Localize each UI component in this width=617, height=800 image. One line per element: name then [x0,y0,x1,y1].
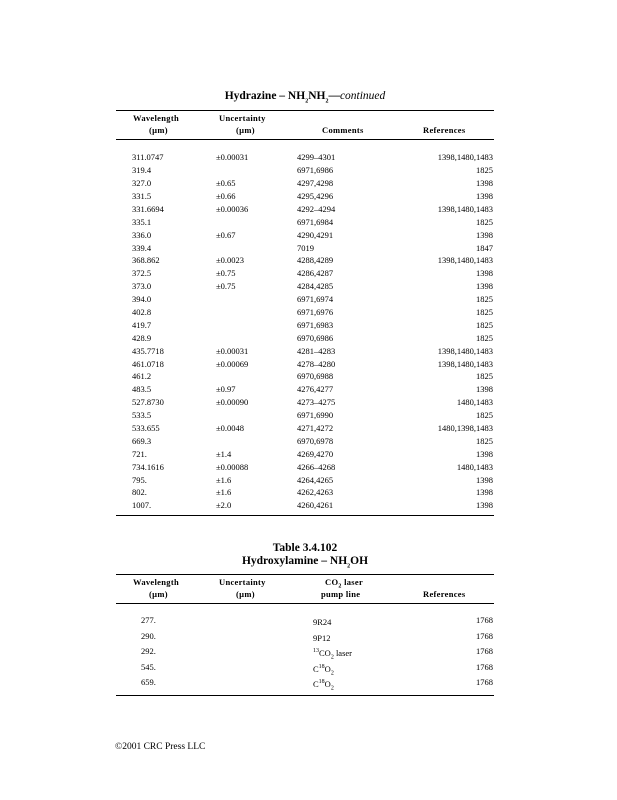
table-title [116,555,494,573]
references-cell: 1825 [476,371,493,382]
header-references: References [423,589,466,600]
pump-main: O [324,663,331,674]
wavelength-cell: 419.7 [132,319,152,330]
references-cell: 1398 [476,178,493,189]
pump-line-cell [313,676,334,695]
uncertainty-cell: ±0.0023 [216,255,245,266]
wavelength-cell: 795. [132,474,147,485]
table-row [116,383,494,396]
uncertainty-cell: ±0.67 [216,229,236,240]
table-row [116,254,494,267]
uncertainty-cell: ±0.0048 [216,423,245,433]
wavelength-cell: 721. [132,448,147,459]
comments-cell: 4284,4285 [297,281,334,292]
uncertainty-cell: ±0.00069 [216,358,249,369]
table-row [116,280,494,293]
table-row [116,630,494,646]
title-text: NH [308,90,326,102]
comments-cell: 4266–4268 [297,461,336,472]
header-comments: Comments [322,125,364,136]
wavelength-cell: 483.5 [132,384,152,395]
wavelength-cell: 545. [141,661,156,672]
comments-cell: 4299–4301 [297,152,336,163]
table-number: Table 3.4.102 [272,542,338,554]
references-cell: 1825 [476,435,493,446]
table-row [116,332,494,345]
references-cell: 1847 [476,242,493,253]
hydrazine-rows [116,140,494,515]
wavelength-cell: 331.5 [132,190,152,201]
pump-co2-text: CO [325,577,339,588]
uncertainty-cell: ±0.00036 [216,203,249,214]
table-row [116,345,494,358]
wavelength-cell: 292. [141,646,156,657]
table-row [116,203,494,216]
title-continued: continued [339,90,386,102]
wavelength-cell: 394.0 [132,294,152,305]
table-row [116,306,494,319]
table-row [116,614,494,630]
pump-main: CO [319,648,331,659]
comments-cell: 6971,6984 [297,216,334,227]
wavelength-cell: 368.862 [132,255,160,266]
uncertainty-cell: ±0.00031 [216,152,249,163]
title-text: Hydroxylamine – NH [241,555,348,567]
pump-superscript: 18 [318,663,325,670]
table-row [116,319,494,332]
references-cell: 1825 [476,410,493,421]
table-row [116,216,494,229]
pump-co2-subscript: 2 [338,583,342,590]
references-cell: 1398 [476,190,493,201]
references-cell: 1825 [476,294,493,305]
references-cell: 1825 [476,319,493,330]
table-row [116,396,494,409]
uncertainty-cell: ±0.66 [216,190,236,201]
references-cell: 1398 [476,384,493,395]
references-cell: 1825 [476,216,493,227]
wavelength-cell: 402.8 [132,306,152,317]
table-row [116,358,494,371]
pump-main: O [324,679,331,690]
references-cell: 1398,1480,1483 [437,255,493,266]
table-row [116,645,494,661]
references-cell: 1480,1483 [456,461,493,472]
header-uncertainty: Uncertainty [219,577,266,588]
wavelength-cell: 311.0747 [132,152,164,163]
column-headers [116,575,494,603]
uncertainty-cell: ±0.75 [216,281,236,292]
title-text: OH [350,555,369,567]
references-cell: 1825 [476,165,493,176]
pump-main: 9R24 [313,617,332,628]
wavelength-cell: 435.7718 [132,345,164,356]
references-cell: 1398,1480,1483 [437,203,493,214]
comments-cell: 4292–4294 [297,203,336,214]
pump-subscript: 2 [330,654,334,661]
references-cell: 1768 [476,615,493,626]
references-cell: 1398 [476,487,493,498]
table-row [116,242,494,255]
pump-suffix: laser [333,648,352,659]
table-row [116,177,494,190]
references-cell: 1768 [476,661,493,672]
wavelength-cell: 533.655 [132,423,160,433]
wavelength-cell: 373.0 [132,281,152,292]
wavelength-cell: 527.8730 [132,397,164,408]
comments-cell: 6971,6974 [297,294,334,305]
comments-cell: 4271,4272 [297,423,334,433]
wavelength-cell: 461.0718 [132,358,164,369]
wavelength-cell: 372.5 [132,268,152,279]
table-row [116,486,494,499]
header-wavelength: Wavelength [133,577,179,588]
table-row [116,448,494,461]
wavelength-cell: 461.2 [132,371,152,382]
references-cell: 1398,1480,1483 [437,358,493,369]
comments-cell: 4286,4287 [297,268,334,279]
header-pump-line: pump line [321,589,361,600]
references-cell: 1398,1480,1483 [437,152,493,163]
references-cell: 1825 [476,306,493,317]
copyright-footer: ©2001 CRC Press LLC [115,742,206,752]
wavelength-cell: 290. [141,630,156,641]
comments-cell: 6970,6978 [297,435,334,446]
wavelength-cell: 802. [132,487,147,498]
uncertainty-cell: ±0.75 [216,268,236,279]
references-cell: 1480,1398,1483 [437,423,493,433]
table-row [116,293,494,306]
table-row [116,461,494,474]
header-wavelength-unit: (µm) [149,125,168,136]
uncertainty-cell: ±0.97 [216,384,236,395]
wavelength-cell: 659. [141,677,156,688]
table-row [116,267,494,280]
table-row [116,409,494,422]
pump-prefix: C [313,679,319,690]
table-title [116,90,494,108]
uncertainty-cell: ±0.00088 [216,461,249,472]
comments-cell: 6971,6986 [297,165,334,176]
column-headers [116,111,494,139]
uncertainty-cell: ±0.00090 [216,397,249,408]
comments-cell: 4276,4277 [297,384,334,395]
comments-cell: 6971,6990 [297,410,334,421]
comments-cell: 4281–4283 [297,345,336,356]
uncertainty-cell: ±2.0 [216,500,232,511]
pump-prefix: C [313,663,319,674]
pump-subscript: 2 [330,685,334,692]
comments-cell: 6970,6988 [297,371,334,382]
references-cell: 1398 [476,474,493,485]
wavelength-cell: 327.0 [132,178,152,189]
references-cell: 1768 [476,677,493,688]
hydrazine-table [116,90,494,516]
comments-cell: 4260,4261 [297,500,334,511]
table-row [116,661,494,677]
header-uncertainty: Uncertainty [219,113,266,124]
references-cell: 1398 [476,281,493,292]
comments-cell: 4297,4298 [297,178,334,189]
pump-laser-text: laser [341,577,364,588]
references-cell: 1398 [476,500,493,511]
uncertainty-cell: ±0.00031 [216,345,249,356]
comments-cell: 6970,6986 [297,332,334,343]
comments-cell: 4295,4296 [297,190,334,201]
comments-cell: 4278–4280 [297,358,336,369]
pump-main: 9P12 [313,632,331,643]
wavelength-cell: 335.1 [132,216,152,227]
pump-subscript: 2 [330,670,334,677]
comments-cell: 4290,4291 [297,229,334,240]
header-wavelength-unit: (µm) [149,589,168,600]
wavelength-cell: 1007. [132,500,152,511]
hydroxylamine-rows [116,604,494,695]
references-cell: 1768 [476,646,493,657]
comments-cell: 4264,4265 [297,474,334,485]
comments-cell: 4269,4270 [297,448,334,459]
comments-cell: 4288,4289 [297,255,334,266]
table-row [116,474,494,487]
references-cell: 1480,1483 [456,397,493,408]
header-uncertainty-unit: (µm) [236,125,255,136]
references-cell: 1825 [476,332,493,343]
uncertainty-cell: ±1.4 [216,448,232,459]
comments-cell: 7019 [297,242,314,253]
title-subscript: 2 [325,98,329,105]
table-row [116,499,494,512]
title-text: Hydrazine – NH [224,90,306,102]
title-subscript: 2 [305,98,309,105]
table-row [116,422,494,435]
table-row [116,164,494,177]
title-dash: — [328,90,340,102]
table-row [116,190,494,203]
wavelength-cell: 339.4 [132,242,152,253]
uncertainty-cell: ±1.6 [216,474,232,485]
wavelength-cell: 428.9 [132,332,152,343]
bottom-rule [116,695,494,696]
table-row [116,151,494,164]
wavelength-cell: 336.0 [132,229,152,240]
wavelength-cell: 277. [141,615,156,626]
table-row [116,676,494,692]
header-references: References [423,125,466,136]
pump-superscript: 18 [318,679,325,686]
title-subscript: 2 [347,563,351,570]
wavelength-cell: 319.4 [132,165,152,176]
uncertainty-cell: ±0.65 [216,178,236,189]
references-cell: 1398 [476,268,493,279]
pump-superscript: 13 [313,648,319,655]
references-cell: 1398,1480,1483 [437,345,493,356]
table-row [116,370,494,383]
wavelength-cell: 734.1616 [132,461,164,472]
comments-cell: 4273–4275 [297,397,336,408]
table-row [116,229,494,242]
comments-cell: 6971,6983 [297,319,334,330]
comments-cell: 4262,4263 [297,487,334,498]
bottom-rule [116,515,494,516]
wavelength-cell: 533.5 [132,410,152,421]
wavelength-cell: 669.3 [132,435,152,446]
table-row [116,435,494,448]
references-cell: 1768 [476,630,493,641]
comments-cell: 6971,6976 [297,306,334,317]
header-uncertainty-unit: (µm) [236,589,255,600]
uncertainty-cell: ±1.6 [216,487,232,498]
wavelength-cell: 331.6694 [132,203,164,214]
header-wavelength: Wavelength [133,113,179,124]
references-cell: 1398 [476,229,493,240]
references-cell: 1398 [476,448,493,459]
hydroxylamine-table [116,542,494,696]
